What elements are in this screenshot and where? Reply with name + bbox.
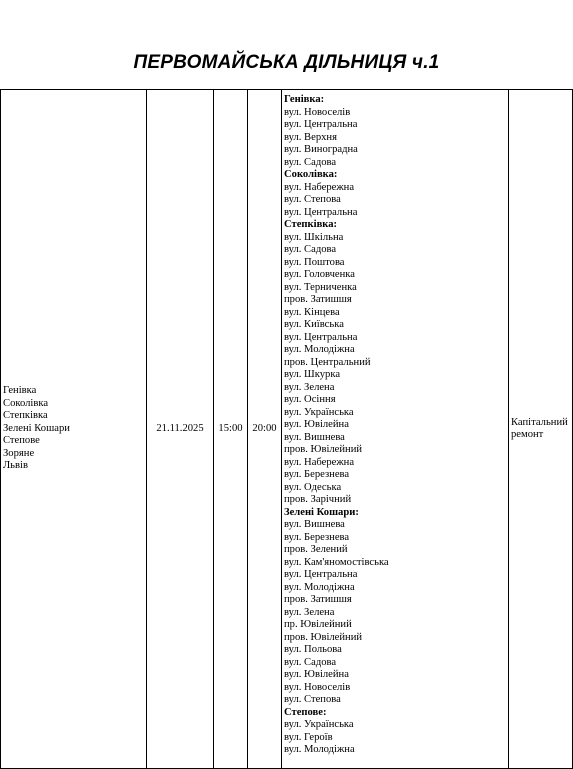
locality-heading: Степківка:: [284, 219, 338, 230]
street-item: вул. Українська: [284, 719, 354, 730]
street-item: вул. Вишнева: [284, 519, 345, 530]
street-item: вул. Центральна: [284, 206, 358, 218]
street-item: вул. Польова: [284, 644, 342, 655]
street-item: вул. Новоселів: [284, 106, 351, 118]
street-item: вул. Березнева: [284, 469, 350, 480]
date-cell: 21.11.2025: [147, 90, 214, 769]
village-item: Львів: [3, 460, 28, 472]
street-item: вул. Центральна: [284, 119, 358, 130]
locality-heading: Зелені Кошари:: [284, 506, 359, 518]
page-title: ПЕРВОМАЙСЬКА ДІЛЬНИЦЯ ч.1: [133, 52, 440, 73]
street-item: вул. Кінцева: [284, 306, 340, 318]
street-item: пров. Ювілейний: [284, 631, 363, 643]
street-item: пров. Затишшя: [284, 594, 352, 605]
street-item: вул. Київська: [284, 319, 344, 330]
street-item: вул. Ювілейна: [284, 669, 349, 680]
street-item: вул. Новоселів: [284, 681, 351, 693]
street-item: вул. Молодіжна: [284, 344, 355, 355]
street-item: вул. Головченка: [284, 269, 355, 280]
street-item: вул. Центральна: [284, 569, 358, 580]
street-item: вул. Осіння: [284, 394, 336, 405]
street-item: пров. Зелений: [284, 544, 348, 555]
reason-text: [511, 417, 570, 442]
village-item: Степове: [3, 435, 40, 447]
street-item: вул. Садова: [284, 156, 337, 168]
reason-cell: [509, 90, 573, 769]
street-item: вул. Степова: [284, 694, 341, 705]
street-item: вул. Садова: [284, 656, 337, 668]
locality-heading: Генівка:: [284, 94, 325, 105]
street-item: пров. Центральний: [284, 356, 371, 368]
villages-cell: [1, 90, 147, 769]
street-item: вул. Виноградна: [284, 144, 358, 155]
street-item: вул. Шкільна: [284, 231, 344, 243]
street-item: вул. Ювілейна: [284, 419, 349, 430]
street-item: вул. Садова: [284, 244, 337, 255]
street-item: вул. Верхня: [284, 131, 337, 143]
street-item: вул. Героїв: [284, 731, 333, 743]
village-item: Зоряне: [3, 447, 35, 459]
street-item: вул. Березнева: [284, 531, 350, 543]
end-time-cell: 20:00: [248, 90, 282, 769]
streets-list: [284, 94, 506, 757]
street-item: пров. Затишшя: [284, 294, 352, 305]
street-item: вул. Кам'яномостівська: [284, 556, 389, 568]
reason-line: Капітальний: [511, 416, 568, 428]
street-item: вул. Шкурка: [284, 369, 341, 380]
street-item: вул. Набережна: [284, 181, 355, 193]
street-item: вул. Поштова: [284, 256, 345, 268]
village-item: Зелені Кошари: [3, 422, 70, 434]
street-item: вул. Зелена: [284, 381, 335, 393]
street-item: вул. Зелена: [284, 606, 335, 618]
street-item: пр. Ювілейний: [284, 619, 352, 630]
street-item: пров. Зарічний: [284, 494, 352, 505]
street-item: вул. Степова: [284, 194, 341, 205]
village-item: Степківка: [3, 410, 48, 422]
villages-list: [3, 385, 144, 473]
table-row: [1, 90, 573, 769]
locality-heading: Соколівка:: [284, 169, 338, 180]
street-item: вул. Центральна: [284, 331, 358, 343]
start-time-cell: 15:00: [214, 90, 248, 769]
streets-cell: [282, 90, 509, 769]
reason-line: ремонт: [511, 429, 544, 440]
village-item: Соколівка: [3, 397, 49, 409]
outage-table: [0, 89, 573, 769]
street-item: вул. Вишнева: [284, 431, 345, 443]
street-item: вул. Одеська: [284, 481, 342, 493]
street-item: вул. Терниченка: [284, 281, 357, 293]
street-item: пров. Ювілейний: [284, 444, 363, 455]
village-item: Генівка: [3, 385, 37, 397]
locality-heading: Степове:: [284, 706, 327, 718]
street-item: вул. Набережна: [284, 456, 355, 468]
street-item: вул. Молодіжна: [284, 581, 355, 593]
street-item: вул. Молодіжна: [284, 744, 355, 755]
street-item: вул. Українська: [284, 406, 354, 418]
